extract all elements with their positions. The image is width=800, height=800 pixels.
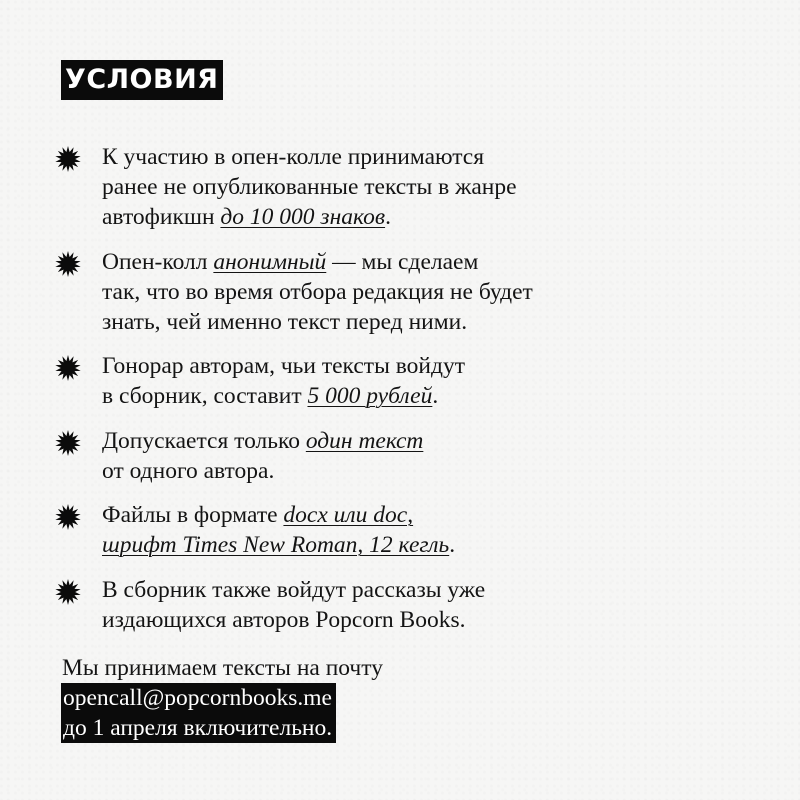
list-item-line: К участию в опен-колле принимаются <box>102 144 485 170</box>
list-item-line: Файлы в формате docx или doc, <box>102 502 414 528</box>
starburst-bullet-icon <box>55 146 81 172</box>
list-item-line: шрифт Times New Roman, 12 кегль. <box>102 532 456 558</box>
submission-intro: Мы принимаем тексты на почту <box>62 655 383 681</box>
list-item <box>54 142 654 232</box>
page-title: УСЛОВИЯ <box>61 60 223 100</box>
list-item-line: ранее не опубликованные тексты в жанре <box>102 174 517 200</box>
conditions-list <box>54 142 654 649</box>
email-link[interactable]: opencall@popcornbooks.me <box>61 683 336 713</box>
starburst-bullet-icon <box>55 504 81 530</box>
emphasis: docx или doc, <box>283 502 414 528</box>
emphasis: до 10 000 знаков <box>220 204 386 230</box>
list-item-line: от одного автора. <box>102 457 275 484</box>
list-item <box>54 500 654 560</box>
emphasis: шрифт Times New Roman, 12 кегль <box>102 532 450 558</box>
starburst-bullet-icon <box>55 251 81 277</box>
list-item <box>54 575 654 635</box>
emphasis: 5 000 рублей <box>307 383 433 409</box>
list-item-line: Опен-колл анонимный — мы сделаем <box>102 248 479 275</box>
list-item-line: Гонорар авторам, чьи тексты войдут <box>102 353 465 379</box>
list-item-line: в сборник, составит 5 000 рублей. <box>102 383 439 409</box>
list-item-line: Допускается только один текст <box>102 427 424 454</box>
list-item-line: издающихся авторов Popcorn Books. <box>102 606 466 633</box>
starburst-bullet-icon <box>55 579 81 605</box>
deadline-text: до 1 апреля включительно. <box>61 713 336 743</box>
emphasis: анонимный <box>213 248 327 275</box>
list-item-line: так, что во время отбора редакция не будет <box>102 278 533 305</box>
submission-info <box>61 653 383 743</box>
list-item <box>54 247 654 337</box>
starburst-bullet-icon <box>55 355 81 381</box>
list-item-line: автофикшн до 10 000 знаков. <box>102 204 391 230</box>
list-item <box>54 426 654 486</box>
list-item <box>54 351 654 411</box>
list-item-line: знать, чей именно текст перед ними. <box>102 308 468 335</box>
starburst-bullet-icon <box>55 430 81 456</box>
emphasis: один текст <box>305 427 424 454</box>
list-item-line: В сборник также войдут рассказы уже <box>102 576 486 603</box>
